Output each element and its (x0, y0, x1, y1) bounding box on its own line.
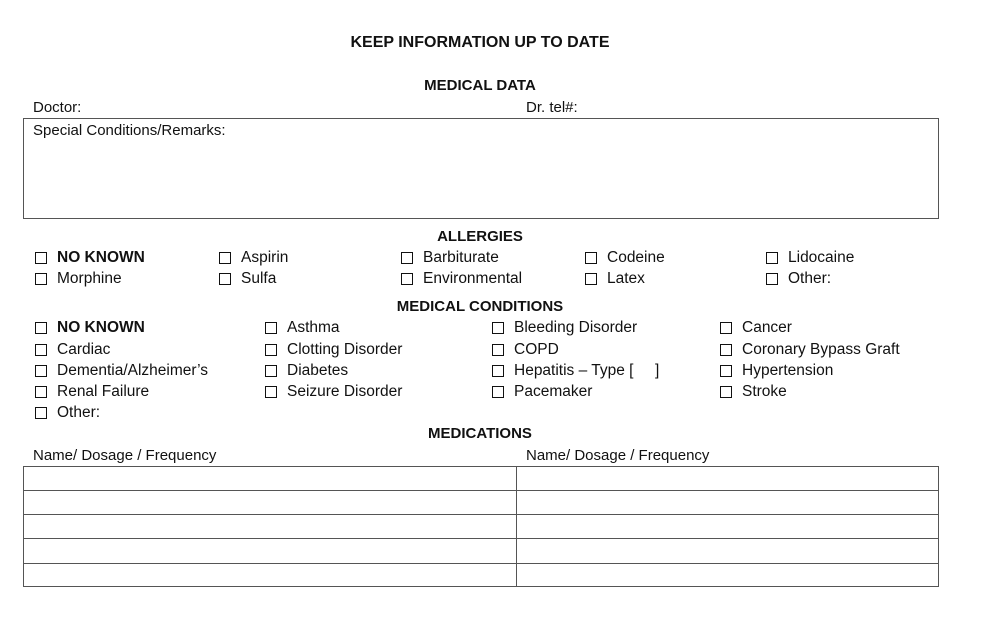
checkbox-icon[interactable] (401, 252, 413, 264)
condition-hypertension[interactable]: Hypertension (720, 362, 833, 380)
checkbox-icon[interactable] (265, 322, 277, 334)
form-title: KEEP INFORMATION UP TO DATE (350, 34, 610, 51)
condition-cardiac[interactable]: Cardiac (35, 341, 110, 359)
allergy-morphine[interactable]: Morphine (35, 270, 122, 288)
checkbox-icon[interactable] (219, 252, 231, 264)
medications-heading: MEDICATIONS (428, 425, 532, 442)
condition-hepatitis[interactable]: Hepatitis – Type [ ] (492, 362, 659, 380)
condition-renal-failure[interactable]: Renal Failure (35, 383, 149, 401)
checkbox-icon[interactable] (401, 273, 413, 285)
condition-no-known[interactable]: NO KNOWN (35, 319, 145, 337)
allergy-sulfa[interactable]: Sulfa (219, 270, 276, 288)
medical-data-heading: MEDICAL DATA (424, 77, 536, 94)
checkbox-icon[interactable] (35, 344, 47, 356)
condition-copd[interactable]: COPD (492, 341, 559, 359)
conditions-heading: MEDICAL CONDITIONS (396, 298, 564, 315)
checkbox-icon[interactable] (720, 322, 732, 334)
condition-stroke[interactable]: Stroke (720, 383, 787, 401)
medications-column-right-header: Name/ Dosage / Frequency (526, 447, 710, 464)
medications-row-divider (23, 514, 939, 515)
condition-other[interactable]: Other: (35, 404, 100, 422)
condition-dementia[interactable]: Dementia/Alzheimer’s (35, 362, 208, 380)
checkbox-icon[interactable] (492, 386, 504, 398)
checkbox-icon[interactable] (35, 322, 47, 334)
medications-row-divider (23, 490, 939, 491)
allergy-barbiturate[interactable]: Barbiturate (401, 249, 499, 267)
condition-clotting-disorder[interactable]: Clotting Disorder (265, 341, 402, 359)
allergy-environmental[interactable]: Environmental (401, 270, 522, 288)
condition-diabetes[interactable]: Diabetes (265, 362, 348, 380)
checkbox-icon[interactable] (265, 344, 277, 356)
checkbox-icon[interactable] (35, 252, 47, 264)
allergy-other[interactable]: Other: (766, 270, 831, 288)
checkbox-icon[interactable] (265, 365, 277, 377)
checkbox-icon[interactable] (265, 386, 277, 398)
checkbox-icon[interactable] (585, 252, 597, 264)
medications-row-divider (23, 538, 939, 539)
allergy-no-known[interactable]: NO KNOWN (35, 249, 145, 267)
allergy-lidocaine[interactable]: Lidocaine (766, 249, 854, 267)
checkbox-icon[interactable] (766, 273, 778, 285)
doctor-tel-label: Dr. tel#: (526, 99, 578, 116)
checkbox-icon[interactable] (720, 386, 732, 398)
checkbox-icon[interactable] (720, 365, 732, 377)
checkbox-icon[interactable] (492, 365, 504, 377)
checkbox-icon[interactable] (219, 273, 231, 285)
medications-column-left-header: Name/ Dosage / Frequency (33, 447, 217, 464)
checkbox-icon[interactable] (492, 344, 504, 356)
checkbox-icon[interactable] (585, 273, 597, 285)
condition-cancer[interactable]: Cancer (720, 319, 792, 337)
checkbox-icon[interactable] (35, 273, 47, 285)
medications-column-divider (516, 466, 517, 587)
checkbox-icon[interactable] (35, 365, 47, 377)
condition-asthma[interactable]: Asthma (265, 319, 340, 337)
checkbox-icon[interactable] (492, 322, 504, 334)
medications-row-divider (23, 563, 939, 564)
checkbox-icon[interactable] (766, 252, 778, 264)
allergy-aspirin[interactable]: Aspirin (219, 249, 288, 267)
medications-table (23, 466, 939, 587)
allergy-codeine[interactable]: Codeine (585, 249, 665, 267)
allergy-latex[interactable]: Latex (585, 270, 645, 288)
condition-pacemaker[interactable]: Pacemaker (492, 383, 592, 401)
checkbox-icon[interactable] (35, 386, 47, 398)
allergies-heading: ALLERGIES (437, 228, 523, 245)
remarks-label: Special Conditions/Remarks: (33, 122, 226, 139)
condition-seizure-disorder[interactable]: Seizure Disorder (265, 383, 402, 401)
checkbox-icon[interactable] (720, 344, 732, 356)
doctor-label: Doctor: (33, 99, 82, 116)
checkbox-icon[interactable] (35, 407, 47, 419)
condition-bleeding-disorder[interactable]: Bleeding Disorder (492, 319, 637, 337)
condition-coronary-bypass-graft[interactable]: Coronary Bypass Graft (720, 341, 900, 359)
